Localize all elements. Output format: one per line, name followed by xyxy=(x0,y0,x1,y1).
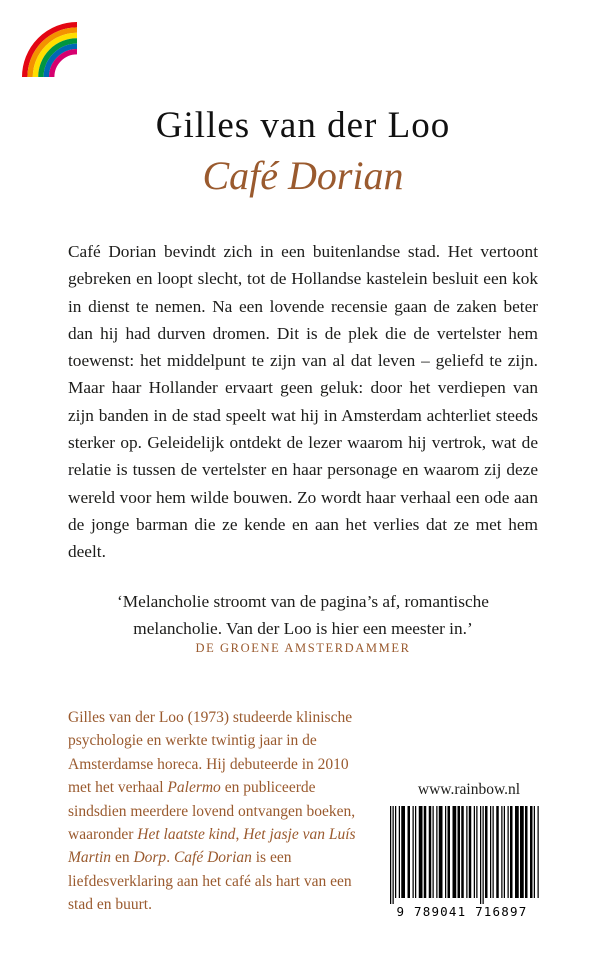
author-name: Gilles van der Loo xyxy=(155,105,451,146)
barcode-bar xyxy=(401,806,405,898)
barcode-bar xyxy=(461,806,464,898)
barcode-bars xyxy=(384,806,540,904)
barcode-bar xyxy=(534,806,535,898)
bio-separator: . xyxy=(166,849,174,867)
barcode-bar xyxy=(424,806,427,898)
barcode-bar xyxy=(466,806,467,898)
barcode-bar xyxy=(525,806,528,898)
bio-text-3: is een liefdesverklaring aan het café als hart van een stad en buurt. xyxy=(68,849,352,914)
bio-work-cafe-dorian: Café Dorian xyxy=(173,849,252,867)
author-bio xyxy=(68,706,368,917)
quote-line-1: ‘Melancholie stroomt van de pagina’s af, romantische xyxy=(117,592,489,611)
barcode-bar xyxy=(476,806,477,898)
barcode-bar xyxy=(415,806,416,898)
barcode-bar xyxy=(448,806,451,898)
blurb-text: Café Dorian bevindt zich in een buitenlandse stad. Het vertoont gebreken en loopt slecht, tot de Hollandse kastelein besluit een kok in dienst te nemen. Na een lovende recensie gaan de zaken beter dan hij had durven dromen. Dit is de plek die de vertelster hem toewenst: het middelpunt te zijn van al dat leven – geliefd te zijn. Maar haar Hollander ervaart geen geluk: door het verdiepen van zijn banden in de stad speelt wat hij in Amsterdam achterliet steeds sterker op. Geleidelijk ontdekt de lezer waarom hij vertrok, wat de relatie is tussen de vertelster en haar personage en waarom zij deze wereld voor hem wilde bouwen. Zo wordt haar verhaal een ode aan de jonge barman die ze kende en aan het verlies dat ze met hem deelt. xyxy=(68,242,538,562)
barcode-bar xyxy=(474,806,475,898)
isbn-barcode xyxy=(384,806,540,922)
bio-work-palermo: Palermo xyxy=(167,779,221,797)
bio-separator: , xyxy=(235,826,244,844)
barcode-bar xyxy=(413,806,414,898)
review-quote xyxy=(40,588,566,643)
barcode-bar xyxy=(490,806,491,898)
isbn-digits: 9 789041 716897 xyxy=(396,904,528,919)
bio-work-het-jasje: Het jasje van Luís Martin xyxy=(68,826,356,867)
bio-text-1: Gilles van der Loo (1973) studeerde klinische psychologie en werkte twintig jaar in de Amsterdamse horeca. Hij debuteerde in 2010 met het verhaal xyxy=(68,709,353,797)
barcode-bar xyxy=(520,806,524,898)
barcode-bar xyxy=(496,806,499,898)
barcode-bar xyxy=(515,806,519,898)
book-title: Café Dorian xyxy=(202,153,404,198)
barcode-bar xyxy=(395,806,396,898)
barcode-bar xyxy=(469,806,472,898)
barcode-bar xyxy=(433,806,434,898)
barcode-bar xyxy=(393,806,394,904)
barcode-bar xyxy=(453,806,457,898)
barcode-bar xyxy=(445,806,446,898)
book-blurb xyxy=(68,238,538,566)
barcode-bar xyxy=(439,806,443,898)
barcode-bar xyxy=(436,806,437,898)
bio-text-2: en publiceerde sindsdien meerdere lovend ontvangen boeken, waaronder xyxy=(68,779,356,844)
rainbow-logo-icon xyxy=(22,22,80,80)
barcode-bar xyxy=(501,806,502,898)
barcode-bar xyxy=(483,806,484,904)
barcode-bar xyxy=(408,806,411,898)
barcode-bar xyxy=(399,806,400,898)
bio-work-dorp: Dorp xyxy=(133,849,167,867)
bio-work-het-laatste-kind: Het laatste kind xyxy=(137,826,236,844)
barcode-bar xyxy=(458,806,461,898)
barcode-bar xyxy=(480,806,481,904)
barcode-bar xyxy=(485,806,488,898)
bio-separator: en xyxy=(111,849,134,867)
barcode-bar xyxy=(429,806,432,898)
barcode-bar xyxy=(493,806,494,898)
barcode-bar xyxy=(510,806,513,898)
publisher-website: www.rainbow.nl xyxy=(417,781,521,798)
quote-line-2: melancholie. Van der Loo is hier een meester in.’ xyxy=(133,619,473,639)
barcode-bar xyxy=(508,806,509,898)
barcode-bar xyxy=(504,806,505,898)
barcode-bar xyxy=(419,806,423,898)
barcode-bar xyxy=(538,806,539,898)
barcode-bar xyxy=(530,806,533,898)
quote-source: DE GROENE AMSTERDAMMER xyxy=(195,641,411,655)
barcode-bar xyxy=(390,806,391,904)
